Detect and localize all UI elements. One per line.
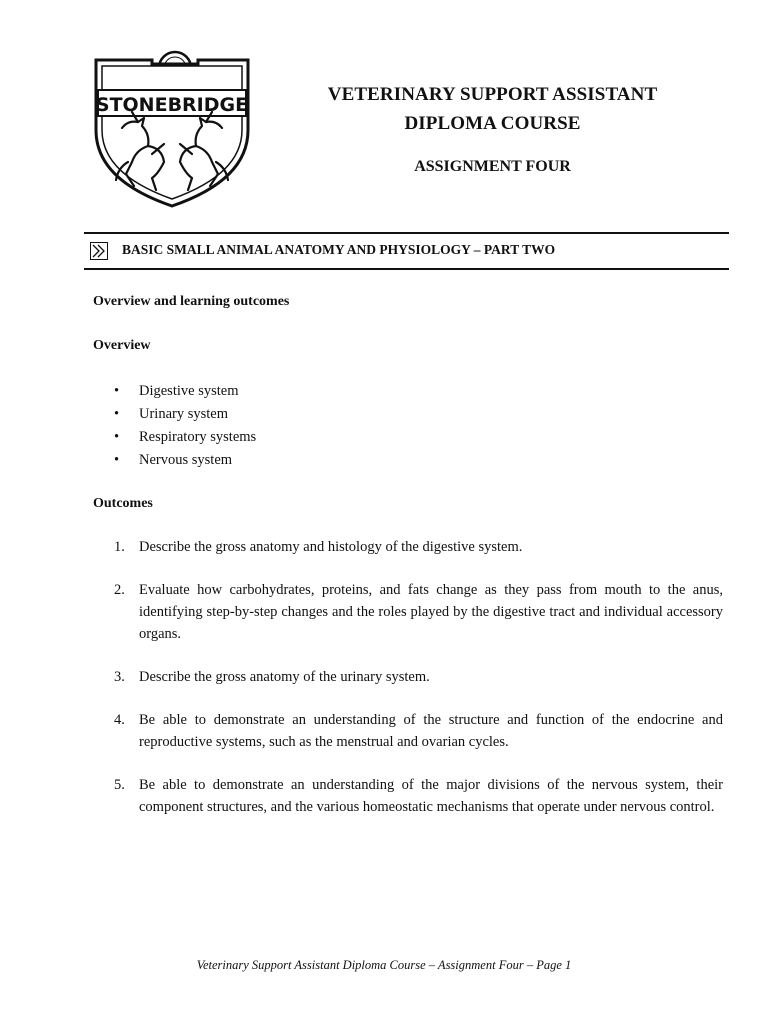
section-banner [84,232,729,270]
list-item: 4. Be able to demonstrate an understanding of the structure and function of the endocrine and reproductive systems, such as the menstrual and ovarian cycles. [114,712,723,750]
list-item: 5. Be able to demonstrate an understanding of the major divisions of the nervous system, their component structures, and the various homeostatic mechanisms that operate under nervous control. [114,777,723,815]
outcomes-heading: Outcomes [93,496,153,511]
list-item: 3. Describe the gross anatomy of the urinary system. [114,669,430,685]
outcomes-list [93,536,723,818]
header [290,80,695,176]
list-item: 1. Describe the gross anatomy and histology of the digestive system. [114,539,523,555]
overview-heading: Overview [93,338,151,353]
list-item: 2. Evaluate how carbohydrates, proteins, and fats change as they pass from mouth to the anus, identifying step-by-step changes and the roles played by the digestive tract and individual accessory organs. [114,582,723,642]
assignment-title: ASSIGNMENT FOUR [414,158,571,175]
list-item: • Urinary system [114,406,228,422]
double-arrow-box-icon [90,242,108,260]
banner-title: BASIC SMALL ANIMAL ANATOMY AND PHYSIOLOGY – PART TWO [122,242,556,257]
course-title-line1: VETERINARY SUPPORT ASSISTANT [327,84,658,105]
logo-text: STONEBRIDGE [95,94,249,116]
stonebridge-crest-logo [92,50,252,210]
overview-list [93,380,723,472]
course-title-line2: DIPLOMA COURSE [404,113,581,134]
main-content [93,292,723,839]
page-footer: Veterinary Support Assistant Diploma Course – Assignment Four – Page 1 [196,958,572,972]
list-item: • Digestive system [114,383,239,399]
list-item: • Nervous system [114,452,233,468]
list-item: • Respiratory systems [114,429,257,445]
overview-learning-outcomes-heading: Overview and learning outcomes [93,294,290,309]
